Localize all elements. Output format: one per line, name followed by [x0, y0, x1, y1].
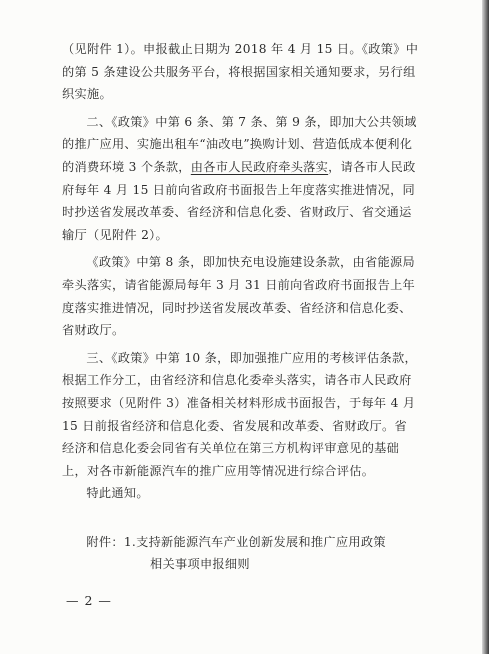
- text-line: 牵头落实，请省能源局每年 3 月 31 日前向省政府书面报告上年: [62, 277, 416, 292]
- attachment-title: 1.支持新能源汽车产业创新发展和推广应用政策: [123, 534, 386, 549]
- text-line: （见附件 1）。申报截止日期为 2018 年 4 月 15 日。《政策》中: [62, 42, 419, 56]
- underlined-text: 由各市人民政府牵头落实: [190, 159, 329, 174]
- text-line: 根据工作分工，由省经济和信息化委牵头落实，请各市人民政府: [62, 373, 412, 388]
- text-line: 15 日前报省经济和信息化委、省发展和改革委、省财政厅。省: [62, 418, 407, 433]
- text-line: 的第 5 条建设公共服务平台，将根据国家相关通知要求，另行组: [62, 64, 416, 79]
- attachment-label: 附件：: [86, 534, 124, 549]
- paragraph-4: [62, 347, 434, 483]
- text-line: 度落实推进情况，同时抄送省发展改革委、省经济和信息化委、: [62, 300, 412, 315]
- text-segment: ，请各市人民政: [328, 159, 416, 174]
- scan-edge: [482, 0, 489, 654]
- text-line: 时抄送省发展改革委、省经济和信息化委、省财政厅、省交通运: [62, 205, 412, 220]
- text-line: 二、《政策》中第 6 条、第 7 条、第 9 条，即加大公共领域: [86, 114, 417, 129]
- paragraph-1: [62, 38, 434, 106]
- text-line: 省财政厅。: [62, 323, 125, 338]
- text-line: [62, 156, 434, 179]
- text-line: 上，对各市新能源汽车的推广应用等情况进行综合评估。: [62, 463, 375, 478]
- text-line: 经济和信息化委会同省有关单位在第三方机构评审意见的基础: [62, 441, 400, 456]
- attachment-item: [62, 531, 434, 554]
- paragraph-3: [62, 251, 434, 341]
- text-line: 织实施。: [62, 87, 112, 102]
- paragraph-2: [62, 111, 434, 247]
- text-line: 的推广应用、实施出租车“油改电”换购计划、营造低成本便利化: [62, 137, 413, 152]
- text-line: 输厅（见附件 2）。: [62, 227, 169, 242]
- attachment-title-continued: 相关事项申报细则: [150, 557, 250, 572]
- document-body: [62, 38, 434, 576]
- text-line: 按照要求（见附件 3）准备相关材料形成书面报告，于每年 4 月: [62, 395, 416, 410]
- attachment-list: [62, 531, 434, 576]
- text-segment: 的消费环境 3 个条款，: [62, 159, 191, 174]
- text-line: 府每年 4 月 15 日前向省政府书面报告上年度落实推进情况，同: [62, 182, 416, 197]
- closing-line: 特此通知。: [86, 486, 149, 501]
- text-line: 《政策》中第 8 条，即加快充电设施建设条款，由省能源局: [86, 255, 415, 270]
- page-number: — 2 —: [66, 593, 112, 608]
- text-line: 三、《政策》中第 10 条，即加强推广应用的考核评估条款，: [86, 350, 417, 365]
